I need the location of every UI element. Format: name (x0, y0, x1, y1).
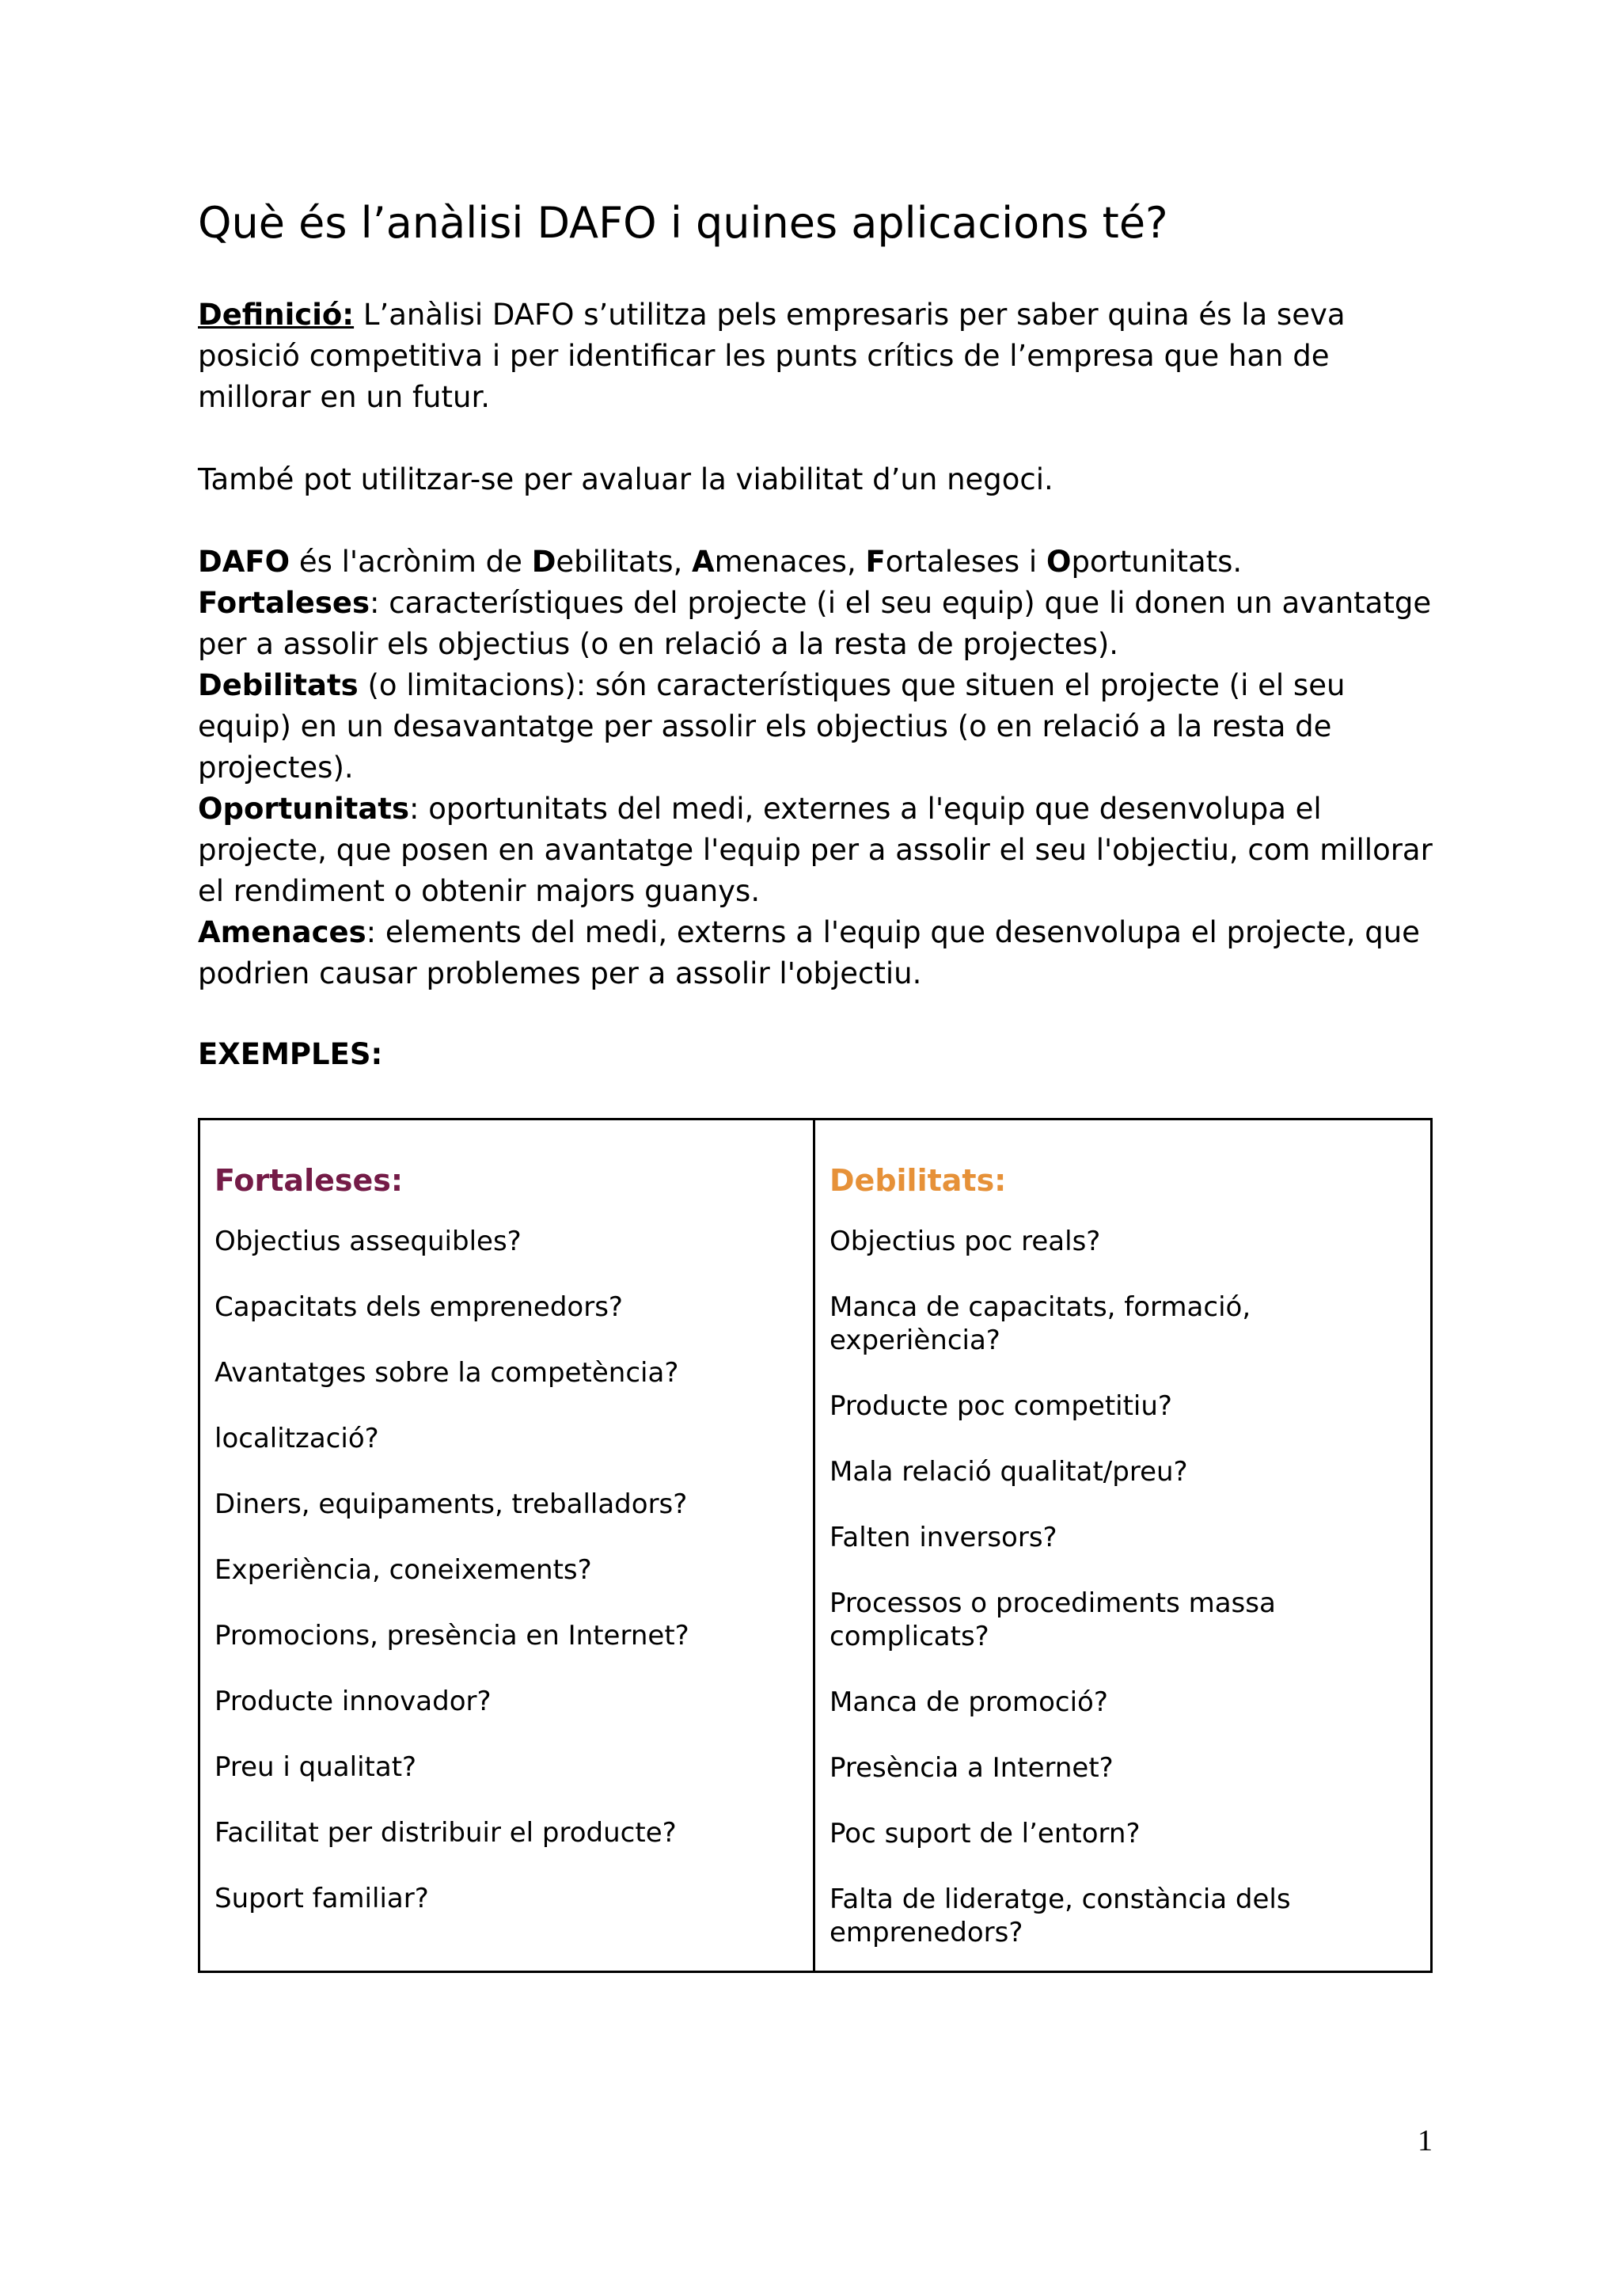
list-item: Producte poc competitiu? (829, 1390, 1172, 1422)
acronym-intro: és l'acrònim de (290, 545, 532, 579)
list-item: Falten inversors? (829, 1522, 1057, 1553)
acronym-line (198, 542, 1433, 583)
term-oportunitats (198, 789, 1433, 912)
weaknesses-column (815, 1120, 1430, 1971)
dafo-explanation (198, 542, 1433, 994)
list-item: Experiència, coneixements? (214, 1554, 592, 1586)
list-item: Avantatges sobre la competència? (214, 1357, 679, 1389)
definition-paragraph (198, 295, 1433, 418)
list-item: Producte innovador? (214, 1686, 492, 1717)
examples-heading: EXEMPLES: (198, 1037, 383, 1071)
term-oportunitats-text: : oportunitats del medi, externes a l'equip que desenvolupa el projecte, que posen en avantatge l'equip per a assolir el seu l'objectiu, com millorar el rendiment o obtenir majors guanys. (198, 792, 1433, 908)
term-amenaces (198, 912, 1433, 994)
acronym-a-rest: menaces, (714, 545, 866, 579)
definition-text: L’anàlisi DAFO s’utilitza pels empresaris per saber quina és la seva posició competitiva i per identificar les punts crítics de l’empresa que han de millorar en un futur. (198, 298, 1346, 414)
term-oportunitats-label: Oportunitats (198, 792, 410, 826)
acronym-letter-f: F (865, 545, 886, 579)
list-item: localització? (214, 1423, 379, 1454)
definition-label: Definició: (198, 298, 355, 332)
dafo-table (198, 1118, 1433, 1973)
list-item: Objectius assequibles? (214, 1226, 522, 1257)
list-item: Mala relació qualitat/preu? (829, 1456, 1188, 1488)
term-amenaces-label: Amenaces (198, 915, 366, 949)
strengths-heading: Fortaleses: (214, 1163, 404, 1198)
list-item: Objectius poc reals? (829, 1226, 1101, 1257)
term-debilitats-text: (o limitacions): són característiques que situen el projecte (i el seu equip) en un desavantatge per assolir els objectius (o en relació a la resta de projectes). (198, 668, 1346, 785)
term-fortaleses-text: : característiques del projecte (i el seu equip) que li donen un avantatge per a assolir els objectius (o en relació a la resta de projectes). (198, 586, 1432, 661)
list-item: Poc suport de l’entorn? (829, 1818, 1141, 1849)
acronym-dafo: DAFO (198, 545, 290, 579)
strengths-column (200, 1120, 815, 1971)
list-item: Manca de promoció? (829, 1686, 1108, 1718)
weaknesses-heading: Debilitats: (829, 1163, 1007, 1198)
page-number: 1 (1418, 2124, 1433, 2157)
list-item: Preu i qualitat? (214, 1751, 417, 1783)
list-item: Facilitat per distribuir el producte? (214, 1817, 677, 1849)
acronym-d-rest: ebilitats, (556, 545, 692, 579)
list-item: Suport familiar? (214, 1883, 429, 1914)
term-debilitats (198, 665, 1433, 789)
list-item: Presència a Internet? (829, 1752, 1114, 1784)
list-item: Manca de capacitats, formació, experiència? (829, 1291, 1251, 1356)
acronym-letter-a: A (692, 545, 715, 579)
acronym-o-rest: portunitats. (1071, 545, 1243, 579)
term-debilitats-label: Debilitats (198, 668, 359, 702)
list-item: Diners, equipaments, treballadors? (214, 1488, 688, 1520)
acronym-letter-o: O (1046, 545, 1072, 579)
list-item: Falta de lideratge, constància dels emprenedors? (829, 1884, 1291, 1948)
viability-paragraph: També pot utilitzar-se per avaluar la viabilitat d’un negoci. (198, 462, 1053, 496)
page-title: Què és l’anàlisi DAFO i quines aplicacions té? (198, 198, 1168, 248)
acronym-f-rest: ortaleses i (885, 545, 1046, 579)
term-fortaleses-label: Fortaleses (198, 586, 370, 620)
term-fortaleses (198, 583, 1433, 665)
list-item: Promocions, presència en Internet? (214, 1620, 689, 1652)
term-amenaces-text: : elements del medi, externs a l'equip que desenvolupa el projecte, que podrien causar problemes per a assolir l'objectiu. (198, 915, 1420, 990)
list-item: Processos o procediments massa complicats? (829, 1587, 1276, 1652)
acronym-letter-d: D (531, 545, 556, 579)
list-item: Capacitats dels emprenedors? (214, 1291, 623, 1323)
